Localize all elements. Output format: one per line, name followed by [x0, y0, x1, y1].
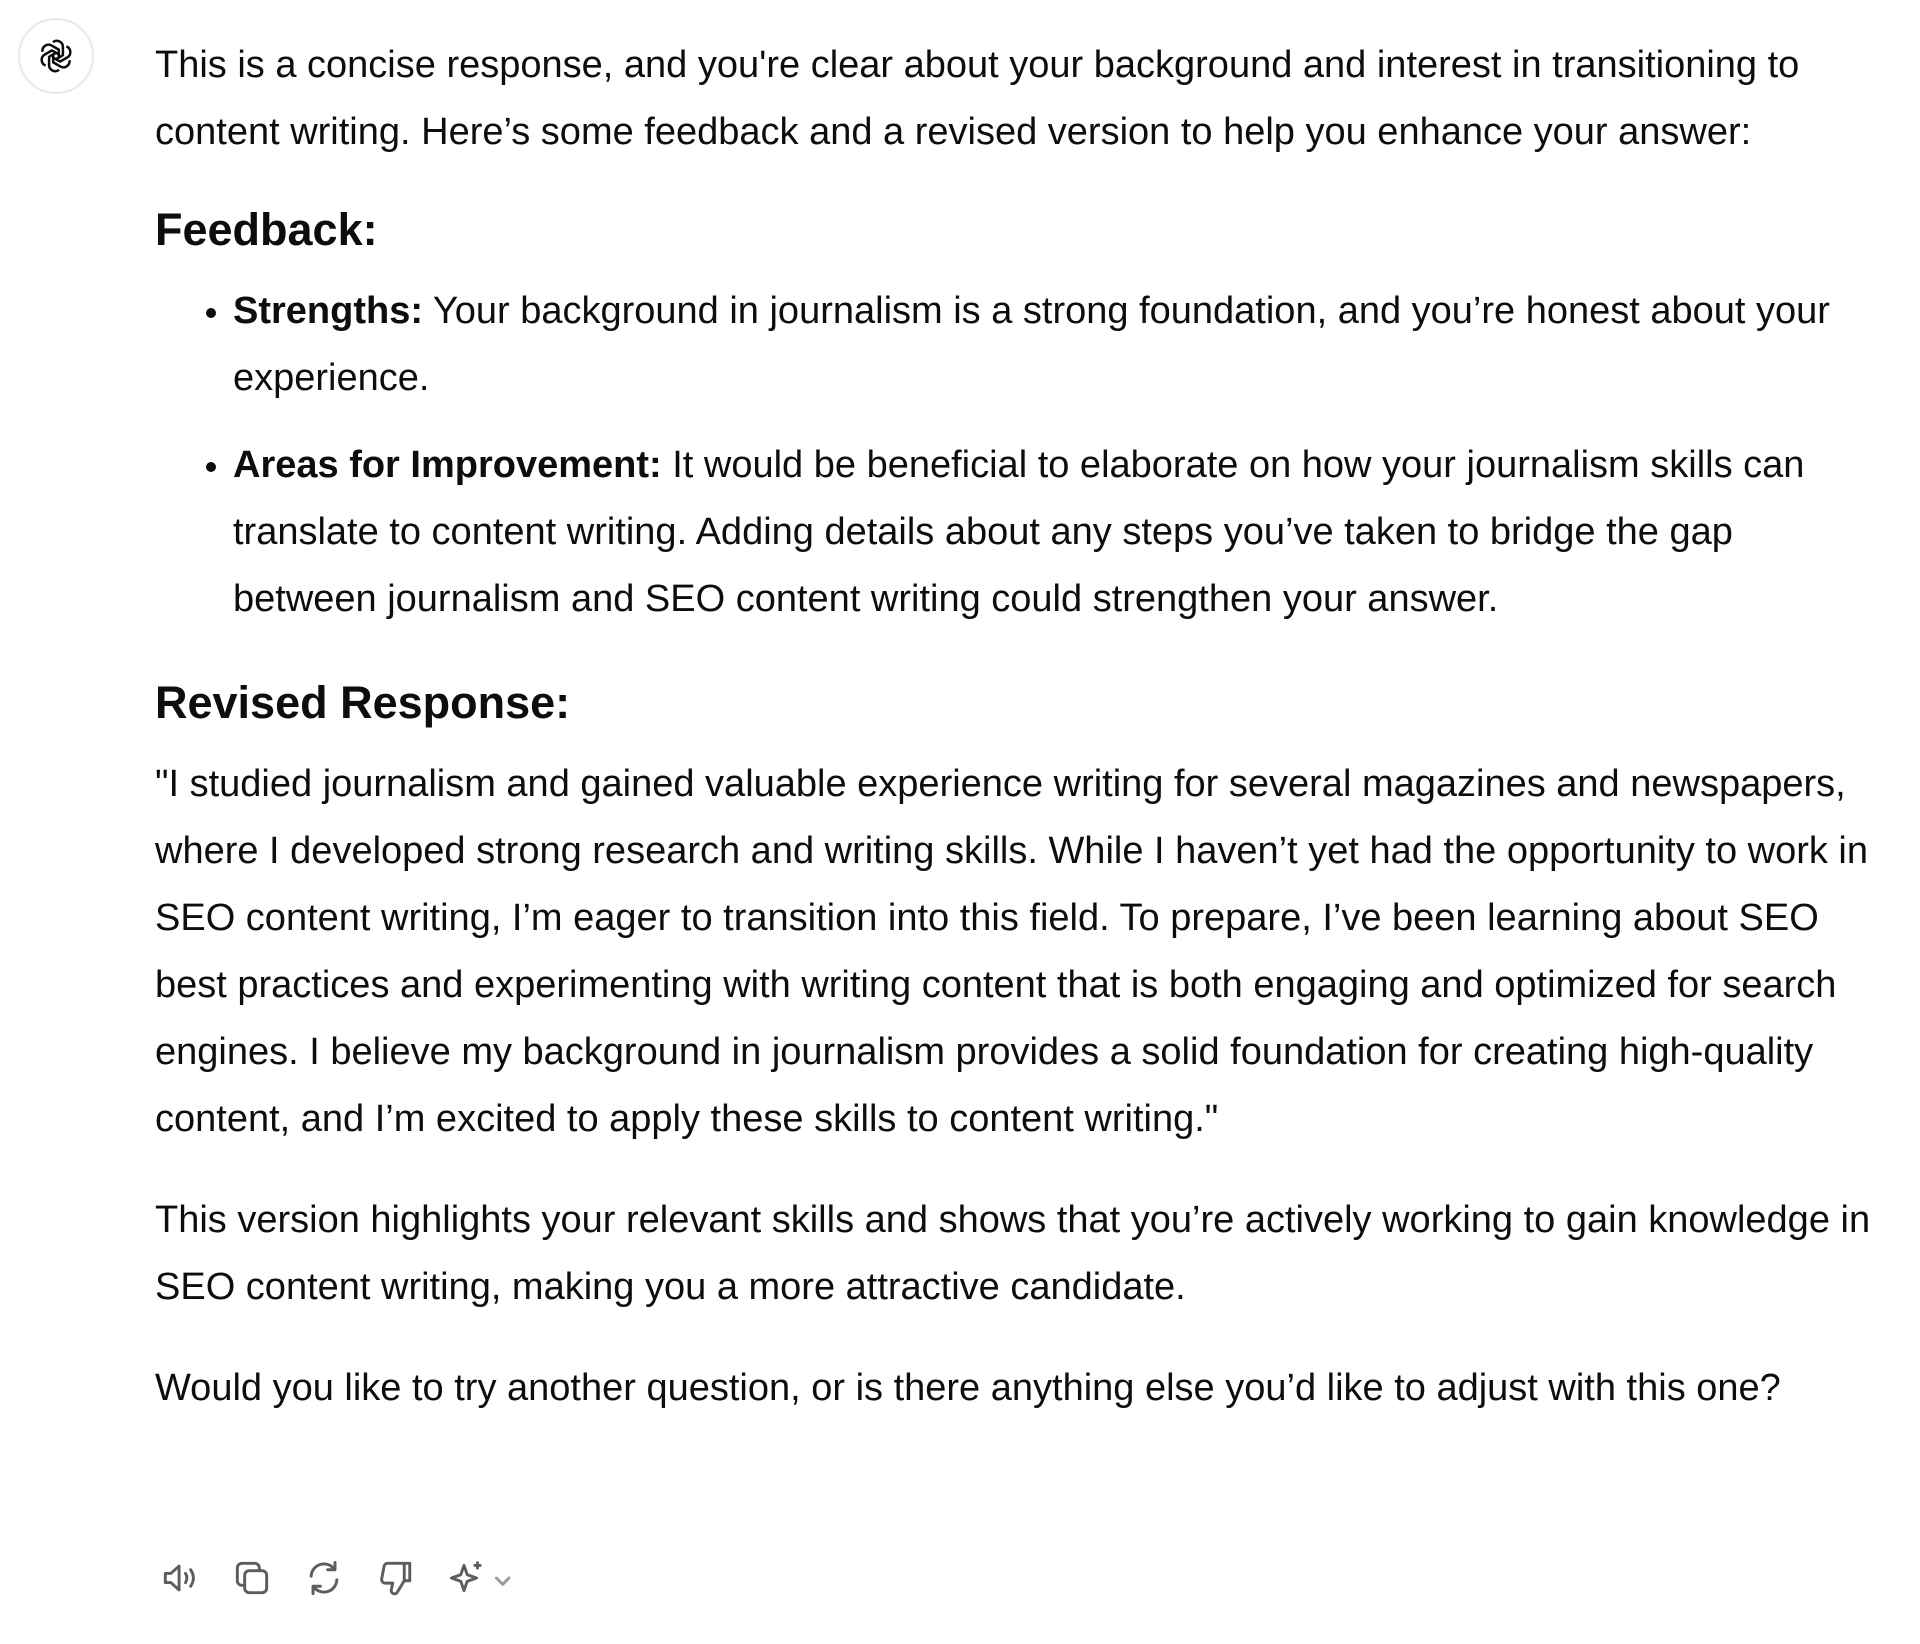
thumbs-down-icon: [374, 1556, 418, 1600]
feedback-heading: Feedback:: [155, 204, 378, 255]
message-actions-toolbar: [157, 1555, 519, 1601]
summary-paragraph: This version highlights your relevant skills and shows that you’re actively working to gain knowledge in SEO content writing, making you a more attractive candidate.: [155, 1199, 1871, 1308]
revised-response-heading: Revised Response:: [155, 677, 571, 728]
copy-icon: [230, 1556, 274, 1600]
closing-question: Would you like to try another question, or is there anything else you’d like to adjust with this one?: [155, 1367, 1781, 1409]
strengths-text: Your background in journalism is a strong foundation, and you’re honest about your experience.: [233, 290, 1830, 399]
revised-response-paragraph: "I studied journalism and gained valuable experience writing for several magazines and newspapers, where I developed strong research and writing skills. While I haven’t yet had the opportunity to work in SEO content writing, I’m eager to transition into this field. To prepare, I’ve been learning about SEO best practices and experimenting with writing content that is both engaging and optimized for search engines. I believe my background in journalism provides a solid foundation for creating high-quality content, and I’m excited to apply these skills to content writing.": [155, 763, 1869, 1140]
improvement-label: Areas for Improvement:: [233, 444, 662, 486]
regenerate-icon: [302, 1556, 346, 1600]
intro-paragraph: This is a concise response, and you're clear about your background and interest in transitioning to content writing. Here’s some feedback and a revised version to help you enhance your answer:: [155, 44, 1800, 153]
strengths-label: Strengths:: [233, 290, 423, 332]
assistant-message: [155, 32, 1875, 1422]
improvement-text: It would be beneficial to elaborate on how your journalism skills can translate to content writing. Adding details about any steps you’ve taken to bridge the gap between journalism and SEO content writing could strengthen your answer.: [233, 444, 1805, 620]
thumbs-down-button[interactable]: [373, 1555, 419, 1601]
copy-button[interactable]: [229, 1555, 275, 1601]
assistant-avatar: [18, 18, 94, 94]
regenerate-button[interactable]: [301, 1555, 347, 1601]
feedback-list: [155, 278, 1875, 633]
read-aloud-button[interactable]: [157, 1555, 203, 1601]
openai-logo-icon: [33, 33, 79, 79]
sparkle-model-icon: [446, 1556, 518, 1600]
list-item-improvement: [233, 432, 1875, 633]
speaker-icon: [158, 1556, 202, 1600]
change-model-button[interactable]: [445, 1555, 519, 1601]
list-item-strengths: [233, 278, 1875, 412]
